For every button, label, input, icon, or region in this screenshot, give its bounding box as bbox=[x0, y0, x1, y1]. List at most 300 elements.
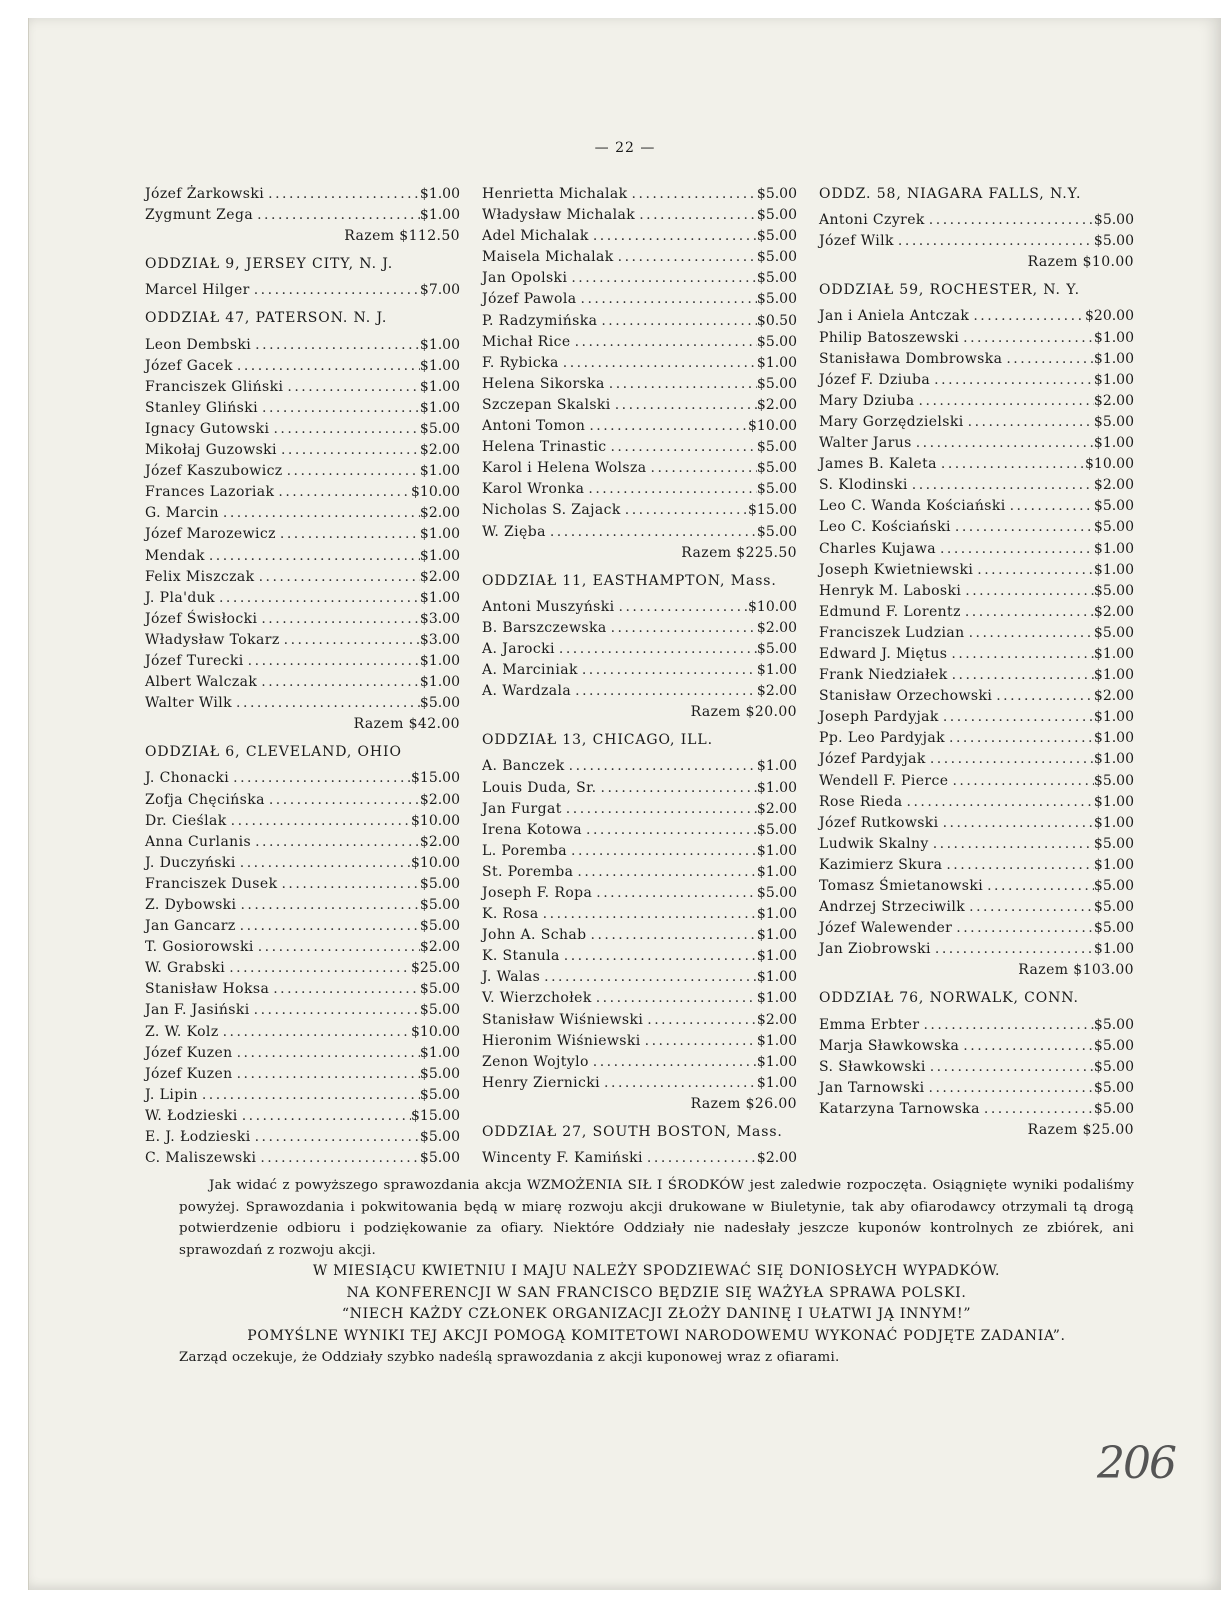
donation-amount: $15.00 bbox=[748, 502, 797, 519]
donor-name: Józef Pardyjak bbox=[819, 751, 926, 768]
donor-name: Stanisław Hoksa bbox=[145, 981, 270, 998]
donor-name: Jan Gancarz bbox=[145, 918, 236, 935]
donor-name: Józef Kuzen bbox=[145, 1044, 233, 1061]
donor-name: Stanisław Orzechowski bbox=[819, 688, 993, 705]
donation-amount: $2.00 bbox=[419, 791, 460, 808]
donor-row bbox=[482, 778, 797, 799]
donor-row bbox=[145, 1000, 460, 1021]
donor-row bbox=[819, 328, 1134, 349]
donation-amount: $1.00 bbox=[1093, 856, 1134, 873]
announcement-line-4: POMYŚLNE WYNIKI TEJ AKCJI POMOGĄ KOMITETOWI NARODOWEMU WYKONAĆ PODJĘTE ZADANIA”. bbox=[247, 1327, 1066, 1344]
branch-total: Razem $42.00 bbox=[353, 716, 460, 733]
donor-name: Hieronim Wiśniewski bbox=[482, 1032, 641, 1049]
donation-amount: $5.00 bbox=[1093, 1100, 1134, 1117]
donation-amount: $5.00 bbox=[756, 186, 797, 202]
donation-amount: $5.00 bbox=[1093, 1058, 1134, 1075]
donation-amount: $1.00 bbox=[419, 336, 460, 353]
donation-amount: $5.00 bbox=[419, 1086, 460, 1103]
donor-name: Helena Trinastic bbox=[482, 439, 607, 456]
branch-header: ODDZIAŁ 27, SOUTH BOSTON, Mass. bbox=[482, 1124, 783, 1141]
donor-row bbox=[482, 681, 797, 702]
donation-amount: $2.00 bbox=[1093, 477, 1134, 494]
donation-amount: $1.00 bbox=[419, 652, 460, 669]
leader-dots bbox=[540, 967, 757, 988]
donor-row bbox=[819, 707, 1134, 728]
donor-row bbox=[482, 311, 797, 332]
donation-amount: $1.00 bbox=[1093, 371, 1134, 388]
donation-amount: $5.00 bbox=[756, 249, 797, 266]
leader-dots bbox=[236, 895, 419, 916]
leader-dots bbox=[539, 904, 757, 925]
announcement-line-1: W MIESIĄCU KWIETNIU I MAJU NALEŻY SPODZIEWAĆ SIĘ DONIOSŁYCH WYPADKÓW. bbox=[312, 1263, 1001, 1279]
donor-row bbox=[819, 349, 1134, 370]
donor-row bbox=[482, 522, 797, 543]
donor-row bbox=[819, 1078, 1134, 1099]
donor-name: Mendak bbox=[145, 547, 205, 564]
donor-row bbox=[145, 979, 460, 1000]
donor-row bbox=[819, 391, 1134, 412]
donor-name: G. Marcin bbox=[145, 505, 219, 522]
leader-dots bbox=[264, 184, 420, 205]
branch-total: Razem $112.50 bbox=[344, 228, 460, 245]
donor-name: Edmund F. Lorentz bbox=[819, 603, 961, 620]
leader-dots bbox=[215, 588, 420, 609]
donor-row bbox=[482, 904, 797, 925]
donor-name: Józef Świsłocki bbox=[145, 610, 258, 627]
donor-row bbox=[145, 895, 460, 916]
donor-name: J. Duczyński bbox=[145, 854, 236, 871]
donor-row bbox=[145, 461, 460, 482]
donor-row bbox=[819, 665, 1134, 686]
donor-name: Henry Ziernicki bbox=[482, 1074, 601, 1091]
donor-name: Joseph F. Ropa bbox=[482, 885, 593, 901]
donor-row bbox=[819, 602, 1134, 623]
donor-name: Józef Turecki bbox=[145, 652, 244, 669]
donor-row bbox=[482, 500, 797, 521]
leader-dots bbox=[562, 799, 757, 820]
donor-name: Józef Marozewicz bbox=[145, 526, 276, 543]
donation-amount: $1.00 bbox=[419, 357, 460, 374]
branch-header: ODDZIAŁ 9, JERSEY CITY, N. J. bbox=[145, 256, 394, 273]
leader-dots bbox=[937, 454, 1085, 475]
donor-name: Walter Wilk bbox=[145, 695, 233, 712]
donor-name: Franciszek Ludzian bbox=[819, 624, 965, 641]
leader-dots bbox=[939, 813, 1094, 834]
donor-name: Zenon Wojtylo bbox=[482, 1053, 589, 1070]
donor-row bbox=[482, 639, 797, 660]
donation-amount: $2.00 bbox=[1093, 603, 1134, 620]
donor-name: Marja Sławkowska bbox=[819, 1037, 960, 1054]
donor-name: J. Pla'duk bbox=[145, 589, 215, 606]
donor-row bbox=[145, 1064, 460, 1085]
donor-name: Helena Sikorska bbox=[482, 375, 605, 392]
leader-dots bbox=[600, 1073, 757, 1094]
donor-row bbox=[145, 280, 460, 301]
donation-amount: $5.00 bbox=[756, 640, 797, 657]
leader-dots bbox=[571, 681, 757, 702]
donor-row bbox=[145, 630, 460, 651]
donor-row bbox=[482, 205, 797, 226]
donor-row bbox=[145, 440, 460, 461]
leader-dots bbox=[232, 693, 420, 714]
donor-row bbox=[145, 672, 460, 693]
leader-dots bbox=[615, 597, 748, 618]
donor-row bbox=[482, 841, 797, 862]
donation-amount: $25.00 bbox=[411, 960, 460, 977]
donation-amount: $1.00 bbox=[756, 662, 797, 679]
donation-amount: $15.00 bbox=[411, 770, 460, 787]
leader-dots bbox=[587, 925, 757, 946]
donor-name: Antoni Tomon bbox=[482, 418, 586, 435]
donation-amount: $20.00 bbox=[1085, 308, 1134, 325]
leader-dots bbox=[605, 374, 757, 395]
donation-amount: $5.00 bbox=[756, 228, 797, 245]
donation-amount: $5.00 bbox=[419, 420, 460, 437]
donation-amount: $5.00 bbox=[419, 695, 460, 712]
donation-amount: $2.00 bbox=[419, 505, 460, 522]
donor-row bbox=[145, 184, 460, 205]
donor-row bbox=[819, 306, 1134, 327]
donor-name: John A. Schab bbox=[482, 927, 587, 944]
donor-row bbox=[482, 416, 797, 437]
leader-dots bbox=[606, 437, 756, 458]
leader-dots bbox=[251, 1127, 420, 1148]
donor-name: K. Rosa bbox=[482, 906, 539, 923]
donor-name: K. Stanula bbox=[482, 948, 560, 965]
leader-dots bbox=[205, 546, 420, 567]
leader-dots bbox=[1006, 496, 1094, 517]
leader-dots bbox=[628, 184, 757, 205]
donor-row bbox=[145, 205, 460, 226]
donor-row bbox=[145, 524, 460, 545]
donor-name: Leo C. Wanda Kościański bbox=[819, 498, 1006, 515]
leader-dots bbox=[578, 660, 757, 681]
donor-name: Philip Batoszewski bbox=[819, 329, 960, 346]
donor-name: Andrzej Strzeciwilk bbox=[819, 899, 966, 916]
donor-row bbox=[819, 918, 1134, 939]
donor-row bbox=[482, 437, 797, 458]
donor-name: Henrietta Michalak bbox=[482, 186, 628, 202]
leader-dots bbox=[573, 862, 757, 883]
donor-name: Michał Rice bbox=[482, 333, 571, 350]
donor-name: Marcel Hilger bbox=[145, 282, 250, 299]
donor-row bbox=[145, 937, 460, 958]
donation-amount: $5.00 bbox=[756, 821, 797, 838]
leader-dots bbox=[546, 522, 757, 543]
donor-row bbox=[482, 247, 797, 268]
donor-name: Mary Gorzędzielski bbox=[819, 413, 964, 430]
donor-name: St. Poremba bbox=[482, 863, 574, 880]
donor-name: Rose Rieda bbox=[819, 793, 903, 810]
donor-name: E. J. Łodzieski bbox=[145, 1129, 251, 1146]
donor-row bbox=[819, 560, 1134, 581]
donor-row bbox=[819, 412, 1134, 433]
donor-name: Szczepan Skalski bbox=[482, 396, 611, 413]
donor-name: Z. Dybowski bbox=[145, 897, 237, 913]
leader-dots bbox=[567, 268, 757, 289]
leader-dots bbox=[614, 247, 757, 268]
donation-amount: $5.00 bbox=[419, 981, 460, 998]
donor-name: Charles Kujawa bbox=[819, 540, 936, 557]
donation-amount: $1.00 bbox=[419, 399, 460, 416]
donor-row bbox=[145, 567, 460, 588]
donor-name: Józef Kaszubowicz bbox=[145, 463, 283, 480]
donor-name: Jan Opolski bbox=[482, 270, 568, 287]
column-3 bbox=[819, 184, 1134, 1144]
leader-dots bbox=[269, 419, 419, 440]
leader-dots bbox=[930, 370, 1094, 391]
donor-row bbox=[482, 967, 797, 988]
donation-amount: $7.00 bbox=[419, 282, 460, 299]
donor-row bbox=[145, 1148, 460, 1169]
donor-row bbox=[482, 268, 797, 289]
leader-dots bbox=[584, 479, 757, 500]
leader-dots bbox=[951, 517, 1094, 538]
donor-name: V. Wierzchołek bbox=[482, 990, 592, 1007]
leader-dots bbox=[983, 876, 1094, 897]
leader-dots bbox=[961, 602, 1094, 623]
donor-row bbox=[145, 588, 460, 609]
donation-amount: $5.00 bbox=[419, 1129, 460, 1146]
donation-amount: $1.00 bbox=[419, 589, 460, 606]
donation-amount: $5.00 bbox=[419, 897, 460, 913]
donation-amount: $10.00 bbox=[1085, 456, 1134, 473]
branch-total: Razem $20.00 bbox=[690, 704, 797, 721]
donation-amount: $5.00 bbox=[756, 439, 797, 456]
donor-name: Albert Walczak bbox=[145, 674, 258, 691]
donor-name: Zygmunt Zega bbox=[145, 207, 254, 224]
donation-amount: $2.00 bbox=[756, 396, 797, 413]
leader-dots bbox=[589, 1052, 757, 1073]
donor-name: Mary Dziuba bbox=[819, 392, 915, 409]
leader-dots bbox=[597, 311, 757, 332]
leader-dots bbox=[947, 644, 1094, 665]
leader-dots bbox=[227, 811, 411, 832]
branch-header: ODDZIAŁ 13, CHICAGO, ILL. bbox=[482, 732, 713, 749]
donor-name: Stanisław Wiśniewski bbox=[482, 1011, 644, 1028]
donor-name: Jan i Aniela Antczak bbox=[819, 308, 970, 325]
donation-amount: $5.00 bbox=[1093, 835, 1134, 852]
donation-amount: $1.00 bbox=[756, 906, 797, 923]
leader-dots bbox=[254, 937, 420, 958]
donation-amount: $5.00 bbox=[1093, 498, 1134, 515]
leader-dots bbox=[643, 1148, 757, 1169]
donor-row bbox=[819, 834, 1134, 855]
leader-dots bbox=[250, 280, 420, 301]
donor-row bbox=[819, 454, 1134, 475]
donor-name: A. Wardzala bbox=[482, 683, 572, 700]
donor-name: A. Banczek bbox=[482, 758, 565, 775]
donor-row bbox=[145, 398, 460, 419]
leader-dots bbox=[555, 639, 757, 660]
donor-row bbox=[145, 356, 460, 377]
leader-dots bbox=[233, 356, 420, 377]
donor-name: J. Walas bbox=[482, 969, 541, 986]
donor-name: Władysław Tokarz bbox=[145, 631, 280, 648]
donation-amount: $10.00 bbox=[411, 484, 460, 501]
donor-name: Zofja Chęcińska bbox=[145, 791, 265, 808]
donation-amount: $10.00 bbox=[411, 854, 460, 871]
branch-header: ODDZIAŁ 59, ROCHESTER, N. Y. bbox=[819, 282, 1080, 299]
leader-dots bbox=[236, 853, 411, 874]
leader-dots bbox=[585, 416, 748, 437]
donor-row bbox=[482, 988, 797, 1009]
board-note: Zarząd oczekuje, że Oddziały szybko nadeślą sprawozdania z akcji kuponowej wraz z ofiarami. bbox=[179, 1350, 840, 1365]
donor-row bbox=[145, 1106, 460, 1127]
donation-amount: $1.00 bbox=[756, 948, 797, 965]
document-page bbox=[28, 18, 1221, 1590]
leader-dots bbox=[926, 1057, 1094, 1078]
donation-amount: $1.00 bbox=[419, 547, 460, 564]
leader-dots bbox=[571, 332, 757, 353]
donation-amount: $5.00 bbox=[756, 523, 797, 540]
donation-amount: $5.00 bbox=[1093, 519, 1134, 536]
donor-name: Dr. Cieślak bbox=[145, 812, 227, 829]
branch-header: ODDZIAŁ 47, PATERSON. N. J. bbox=[145, 310, 388, 327]
donor-name: Józef Pawola bbox=[482, 291, 577, 308]
donation-amount: $1.00 bbox=[419, 526, 460, 543]
donor-name: P. Radzymińska bbox=[482, 312, 598, 329]
donation-amount: $1.00 bbox=[756, 1032, 797, 1049]
donor-name: Ignacy Gutowski bbox=[145, 420, 270, 437]
leader-dots bbox=[635, 205, 757, 226]
donation-amount: $1.00 bbox=[756, 354, 797, 371]
donor-row bbox=[819, 897, 1134, 918]
donation-amount: $1.00 bbox=[1093, 645, 1134, 662]
column-1 bbox=[145, 184, 460, 1169]
handwritten-page-number: 206 bbox=[1097, 1438, 1175, 1489]
donor-row bbox=[819, 231, 1134, 252]
donation-amount: $5.00 bbox=[1093, 233, 1134, 250]
donation-amount: $5.00 bbox=[756, 207, 797, 224]
donor-row bbox=[145, 1043, 460, 1064]
leader-dots bbox=[256, 1148, 420, 1169]
leader-dots bbox=[265, 790, 420, 811]
leader-dots bbox=[253, 205, 420, 226]
donor-name: Tomasz Śmietanowski bbox=[819, 878, 984, 894]
donation-amount: $1.00 bbox=[1093, 667, 1134, 684]
donor-name: Maisela Michalak bbox=[482, 249, 614, 266]
donation-amount: $5.00 bbox=[1093, 1037, 1134, 1054]
donor-name: Felix Miszczak bbox=[145, 568, 255, 585]
donation-amount: $15.00 bbox=[411, 1107, 460, 1124]
leader-dots bbox=[592, 883, 757, 904]
page-number: — 22 — bbox=[594, 140, 656, 156]
leader-dots bbox=[929, 834, 1094, 855]
donation-amount: $5.00 bbox=[756, 333, 797, 350]
donation-amount: $1.00 bbox=[1093, 941, 1134, 958]
donor-name: A. Jarocki bbox=[482, 640, 555, 657]
donation-amount: $5.00 bbox=[756, 481, 797, 498]
donor-row bbox=[145, 958, 460, 979]
leader-dots bbox=[647, 458, 757, 479]
donor-name: S. Sławkowski bbox=[819, 1058, 926, 1075]
donor-name: Józef Wilk bbox=[819, 233, 894, 250]
donor-row bbox=[482, 597, 797, 618]
closing-paragraph: Jak widać z powyższego sprawozdania akcja WZMOŻENIA SIŁ I ŚRODKÓW jest zaledwie rozpoczęta. Osiągnięte wyniki podaliśmy powyżej. Sprawozdania i pokwitowania będą w miarę rozwoju akcji drukowane w Biuletynie, tak aby ofiarodawcy otrzymali tą drogą potwierdzenie odbioru i podziękowanie za ofiary. Niektóre Oddziały nie nadesłały jeszcze kuponów kontrolnych ze zbiórek, ani sprawozdań z rozwoju akcji. bbox=[179, 1178, 1134, 1258]
donation-amount: $1.00 bbox=[756, 842, 797, 859]
leader-dots bbox=[257, 672, 420, 693]
donor-name: Anna Curlanis bbox=[145, 833, 252, 850]
donor-row bbox=[819, 517, 1134, 538]
leader-dots bbox=[915, 391, 1094, 412]
donation-amount: $1.00 bbox=[1093, 435, 1134, 452]
donation-amount: $0.50 bbox=[756, 312, 797, 329]
donation-amount: $1.00 bbox=[756, 969, 797, 986]
leader-dots bbox=[973, 560, 1094, 581]
donor-name: Józef Gacek bbox=[145, 357, 233, 374]
donation-amount: $3.00 bbox=[419, 610, 460, 627]
donor-row bbox=[482, 184, 797, 205]
donation-amount: $5.00 bbox=[419, 1002, 460, 1019]
leader-dots bbox=[939, 707, 1094, 728]
leader-dots bbox=[992, 686, 1094, 707]
leader-dots bbox=[607, 618, 757, 639]
donor-name: Wendell F. Pierce bbox=[819, 772, 949, 789]
column-2 bbox=[482, 184, 797, 1169]
donor-row bbox=[482, 1148, 797, 1169]
closing-section bbox=[179, 1175, 1134, 1369]
leader-dots bbox=[255, 567, 420, 588]
donor-row bbox=[145, 832, 460, 853]
leader-dots bbox=[965, 897, 1094, 918]
leader-dots bbox=[611, 395, 757, 416]
donor-name: S. Klodinski bbox=[819, 477, 908, 494]
donor-name: W. Łodzieski bbox=[145, 1107, 238, 1124]
leader-dots bbox=[276, 524, 420, 545]
donor-row bbox=[145, 651, 460, 672]
donation-amount: $1.00 bbox=[1093, 329, 1134, 346]
donor-name: Józef Walewender bbox=[819, 920, 953, 937]
donation-amount: $2.00 bbox=[419, 442, 460, 459]
donor-name: Antoni Muszyński bbox=[482, 598, 615, 615]
donation-amount: $2.00 bbox=[419, 833, 460, 850]
donor-row bbox=[482, 618, 797, 639]
donor-name: Władysław Michalak bbox=[482, 207, 636, 224]
leader-dots bbox=[219, 503, 420, 524]
leader-dots bbox=[961, 581, 1094, 602]
leader-dots bbox=[251, 832, 420, 853]
donation-amount: $5.00 bbox=[419, 1150, 460, 1167]
donor-name: Emma Erbter bbox=[819, 1016, 920, 1033]
donor-row bbox=[819, 623, 1134, 644]
donor-name: J. Chonacki bbox=[145, 770, 230, 787]
donor-row bbox=[482, 946, 797, 967]
donation-amount: $5.00 bbox=[1093, 212, 1134, 229]
donor-name: Frank Niedziałek bbox=[819, 667, 948, 684]
donor-row bbox=[482, 226, 797, 247]
donation-amount: $2.00 bbox=[756, 800, 797, 817]
leader-dots bbox=[948, 665, 1094, 686]
branch-total: Razem $26.00 bbox=[690, 1095, 797, 1112]
donation-amount: $3.00 bbox=[419, 631, 460, 648]
donor-row bbox=[819, 539, 1134, 560]
donor-name: W. Grabski bbox=[145, 960, 226, 977]
donor-name: Joseph Kwietniewski bbox=[819, 561, 974, 578]
donor-row bbox=[482, 862, 797, 883]
donation-amount: $5.00 bbox=[1093, 1016, 1134, 1033]
donor-row bbox=[482, 374, 797, 395]
donation-amount: $1.00 bbox=[419, 378, 460, 395]
leader-dots bbox=[936, 539, 1094, 560]
leader-dots bbox=[912, 433, 1094, 454]
leader-dots bbox=[903, 792, 1094, 813]
leader-dots bbox=[965, 623, 1094, 644]
donation-amount: $5.00 bbox=[756, 375, 797, 392]
donor-row bbox=[145, 377, 460, 398]
donation-amount: $1.00 bbox=[756, 779, 797, 796]
donor-name: A. Marciniak bbox=[482, 662, 578, 679]
